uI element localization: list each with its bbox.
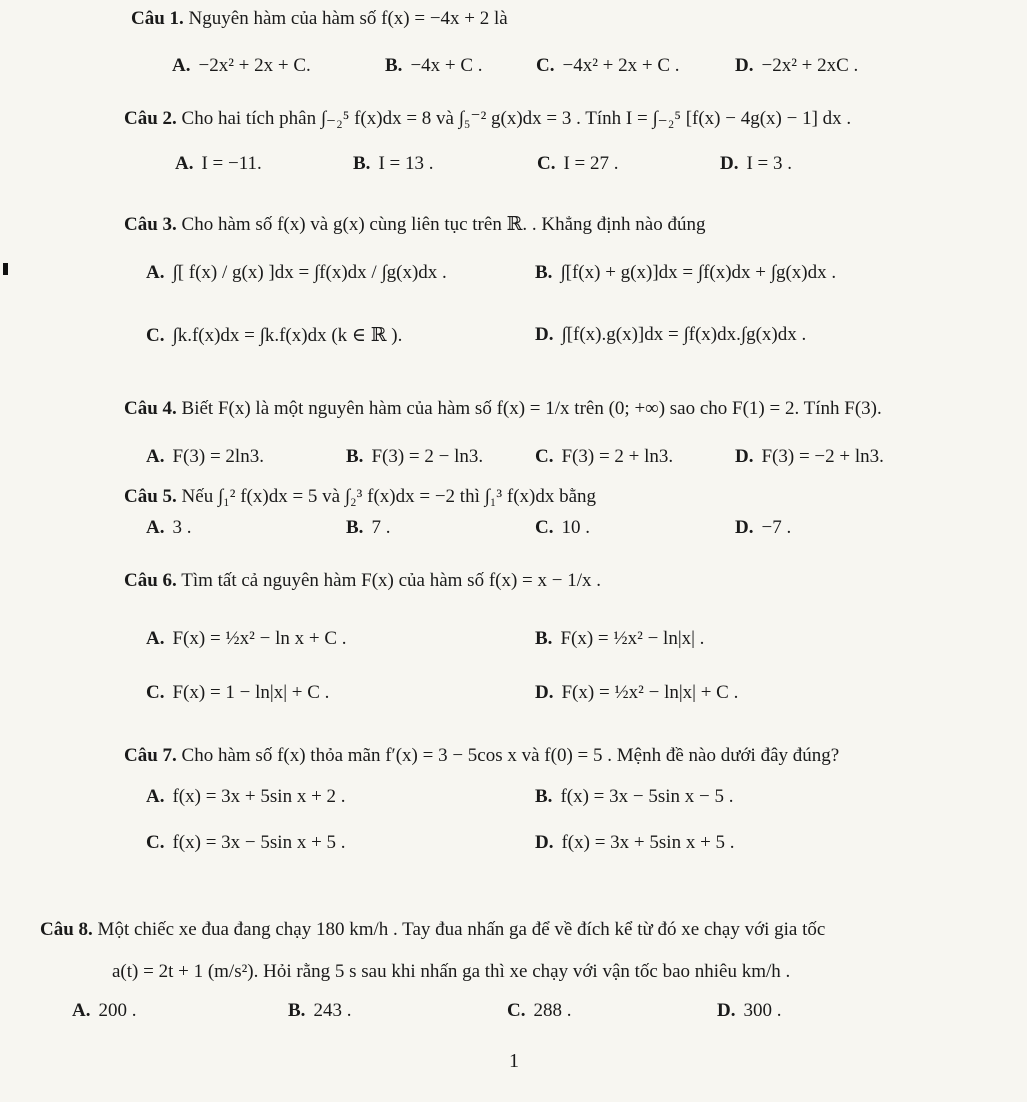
option-text: f(x) = 3x + 5sin x + 5 . <box>561 832 735 853</box>
option-text: −4x + C . <box>410 55 483 76</box>
option-text: 288 . <box>533 1000 572 1021</box>
question-label: Câu 8. <box>40 919 93 940</box>
option-text: I = 27 . <box>563 153 619 174</box>
option-letter: B. <box>385 55 403 76</box>
question-7-option-b <box>535 786 734 808</box>
question-7 <box>124 745 839 767</box>
question-3-option-d <box>535 324 806 346</box>
option-text: −7 . <box>761 517 792 538</box>
question-3 <box>124 213 705 236</box>
option-text: −2x² + 2x + C. <box>198 55 311 76</box>
question-text: Cho hàm số f(x) thỏa mãn f′(x) = 3 − 5cos x và f(0) = 5 . Mệnh đề nào dưới đây đúng? <box>181 745 840 766</box>
question-4-option-d <box>735 446 884 468</box>
option-letter: B. <box>535 786 553 807</box>
question-2-option-c <box>537 153 619 175</box>
question-8-continued <box>112 961 790 983</box>
option-text: I = 3 . <box>746 153 793 174</box>
question-text: Một chiếc xe đua đang chạy 180 km/h . Tay đua nhấn ga để về đích kể từ đó xe chạy với gia tốc <box>97 919 826 940</box>
option-text: f(x) = 3x − 5sin x − 5 . <box>560 786 734 807</box>
question-6-option-a <box>146 628 347 650</box>
question-label: Câu 6. <box>124 570 177 591</box>
question-8 <box>40 919 825 941</box>
question-label: Câu 1. <box>131 8 184 29</box>
question-text: Nếu ∫₁² f(x)dx = 5 và ∫₂³ f(x)dx = −2 thì ∫₁³ f(x)dx bằng <box>181 486 597 507</box>
question-1 <box>131 8 508 30</box>
question-7-option-a <box>146 786 346 808</box>
question-6-option-c <box>146 682 329 704</box>
question-text: Tìm tất cả nguyên hàm F(x) của hàm số f(x) = x − 1/x . <box>181 570 602 591</box>
option-letter: D. <box>735 517 754 538</box>
question-text: Biết F(x) là một nguyên hàm của hàm số f(x) = 1/x trên (0; +∞) sao cho F(1) = 2. Tính F(3). <box>181 398 882 419</box>
option-text: ∫[ f(x) / g(x) ]dx = ∫f(x)dx / ∫g(x)dx . <box>172 262 447 283</box>
option-text: F(3) = 2ln3. <box>172 446 264 467</box>
option-letter: A. <box>146 517 165 538</box>
option-letter: A. <box>146 786 165 807</box>
option-letter: D. <box>535 682 554 703</box>
option-letter: B. <box>346 517 364 538</box>
option-text: F(x) = 1 − ln|x| + C . <box>172 682 330 703</box>
option-letter: C. <box>507 1000 526 1021</box>
option-text: F(x) = ½x² − ln x + C . <box>172 628 347 649</box>
option-text: 200 . <box>98 1000 137 1021</box>
option-letter: A. <box>172 55 191 76</box>
option-letter: B. <box>535 262 553 283</box>
option-letter: A. <box>146 262 165 283</box>
option-letter: D. <box>735 446 754 467</box>
option-letter: A. <box>72 1000 91 1021</box>
question-text-line-2: a(t) = 2t + 1 (m/s²). Hỏi rằng 5 s sau khi nhấn ga thì xe chạy với vận tốc bao nhiêu km/h . <box>112 961 791 982</box>
option-letter: D. <box>720 153 739 174</box>
question-label: Câu 3. <box>124 214 177 235</box>
option-letter: B. <box>288 1000 306 1021</box>
option-text: 7 . <box>371 517 391 538</box>
page-number: 1 <box>509 1050 519 1072</box>
option-letter: C. <box>536 55 555 76</box>
question-3-option-b <box>535 262 836 284</box>
question-5-option-d <box>735 517 791 539</box>
option-letter: B. <box>353 153 371 174</box>
option-letter: A. <box>175 153 194 174</box>
question-7-option-c <box>146 832 346 854</box>
option-text: 300 . <box>743 1000 782 1021</box>
option-text: F(x) = ½x² − ln|x| . <box>560 628 705 649</box>
option-letter: B. <box>346 446 364 467</box>
option-text: F(3) = −2 + ln3. <box>761 446 884 467</box>
question-4-option-a <box>146 446 264 468</box>
option-text: I = 13 . <box>378 153 434 174</box>
option-letter: C. <box>146 832 165 853</box>
question-2-option-b <box>353 153 433 175</box>
option-letter: C. <box>535 446 554 467</box>
question-text: Nguyên hàm của hàm số f(x) = −4x + 2 là <box>188 8 508 29</box>
question-8-option-b <box>288 1000 351 1022</box>
question-1-option-b <box>385 55 483 77</box>
question-5-option-b <box>346 517 390 539</box>
option-text: F(3) = 2 − ln3. <box>371 446 484 467</box>
option-letter: B. <box>535 628 553 649</box>
question-label: Câu 7. <box>124 745 177 766</box>
question-3-option-c <box>146 324 402 347</box>
question-8-option-d <box>717 1000 781 1022</box>
option-text: ∫[f(x) + g(x)]dx = ∫f(x)dx + ∫g(x)dx . <box>560 262 837 283</box>
option-letter: D. <box>535 832 554 853</box>
question-label: Câu 4. <box>124 398 177 419</box>
question-text: Cho hai tích phân ∫₋₂⁵ f(x)dx = 8 và ∫₅⁻² g(x)dx = 3 . Tính I = ∫₋₂⁵ [f(x) − 4g(x) − 1] dx . <box>181 108 852 129</box>
option-letter: A. <box>146 628 165 649</box>
option-text: F(3) = 2 + ln3. <box>561 446 674 467</box>
question-4-option-c <box>535 446 673 468</box>
option-letter: C. <box>146 325 165 346</box>
option-letter: C. <box>535 517 554 538</box>
option-letter: C. <box>537 153 556 174</box>
question-2 <box>124 107 851 130</box>
option-letter: C. <box>146 682 165 703</box>
option-text: −2x² + 2xC . <box>761 55 859 76</box>
question-2-option-a <box>175 153 262 175</box>
question-5-option-c <box>535 517 590 539</box>
option-letter: D. <box>735 55 754 76</box>
option-text: 3 . <box>172 517 192 538</box>
question-1-option-a <box>172 55 311 77</box>
margin-mark <box>3 263 8 275</box>
question-6-option-b <box>535 628 704 650</box>
option-letter: D. <box>535 324 554 345</box>
question-6-option-d <box>535 682 738 704</box>
option-text: I = −11. <box>201 153 262 174</box>
option-letter: D. <box>717 1000 736 1021</box>
question-text: Cho hàm số f(x) và g(x) cùng liên tục trên ℝ. . Khẳng định nào đúng <box>181 214 706 235</box>
option-text: ∫[f(x).g(x)]dx = ∫f(x)dx.∫g(x)dx . <box>561 324 807 345</box>
question-4-option-b <box>346 446 483 468</box>
option-text: ∫k.f(x)dx = ∫k.f(x)dx (k ∈ ℝ ). <box>172 325 403 346</box>
option-text: −4x² + 2x + C . <box>562 55 680 76</box>
question-5-option-a <box>146 517 191 539</box>
option-text: F(x) = ½x² − ln|x| + C . <box>561 682 739 703</box>
question-7-option-d <box>535 832 735 854</box>
option-text: f(x) = 3x − 5sin x + 5 . <box>172 832 346 853</box>
question-label: Câu 5. <box>124 486 177 507</box>
option-text: 10 . <box>561 517 590 538</box>
option-text: f(x) = 3x + 5sin x + 2 . <box>172 786 346 807</box>
question-5 <box>124 486 596 508</box>
question-2-option-d <box>720 153 792 175</box>
question-6 <box>124 570 601 592</box>
option-text: 243 . <box>313 1000 352 1021</box>
question-1-option-d <box>735 55 858 77</box>
question-1-option-c <box>536 55 680 77</box>
question-label: Câu 2. <box>124 108 177 129</box>
question-3-option-a <box>146 262 447 284</box>
option-letter: A. <box>146 446 165 467</box>
question-4 <box>124 398 882 420</box>
question-8-option-a <box>72 1000 136 1022</box>
question-8-option-c <box>507 1000 571 1022</box>
